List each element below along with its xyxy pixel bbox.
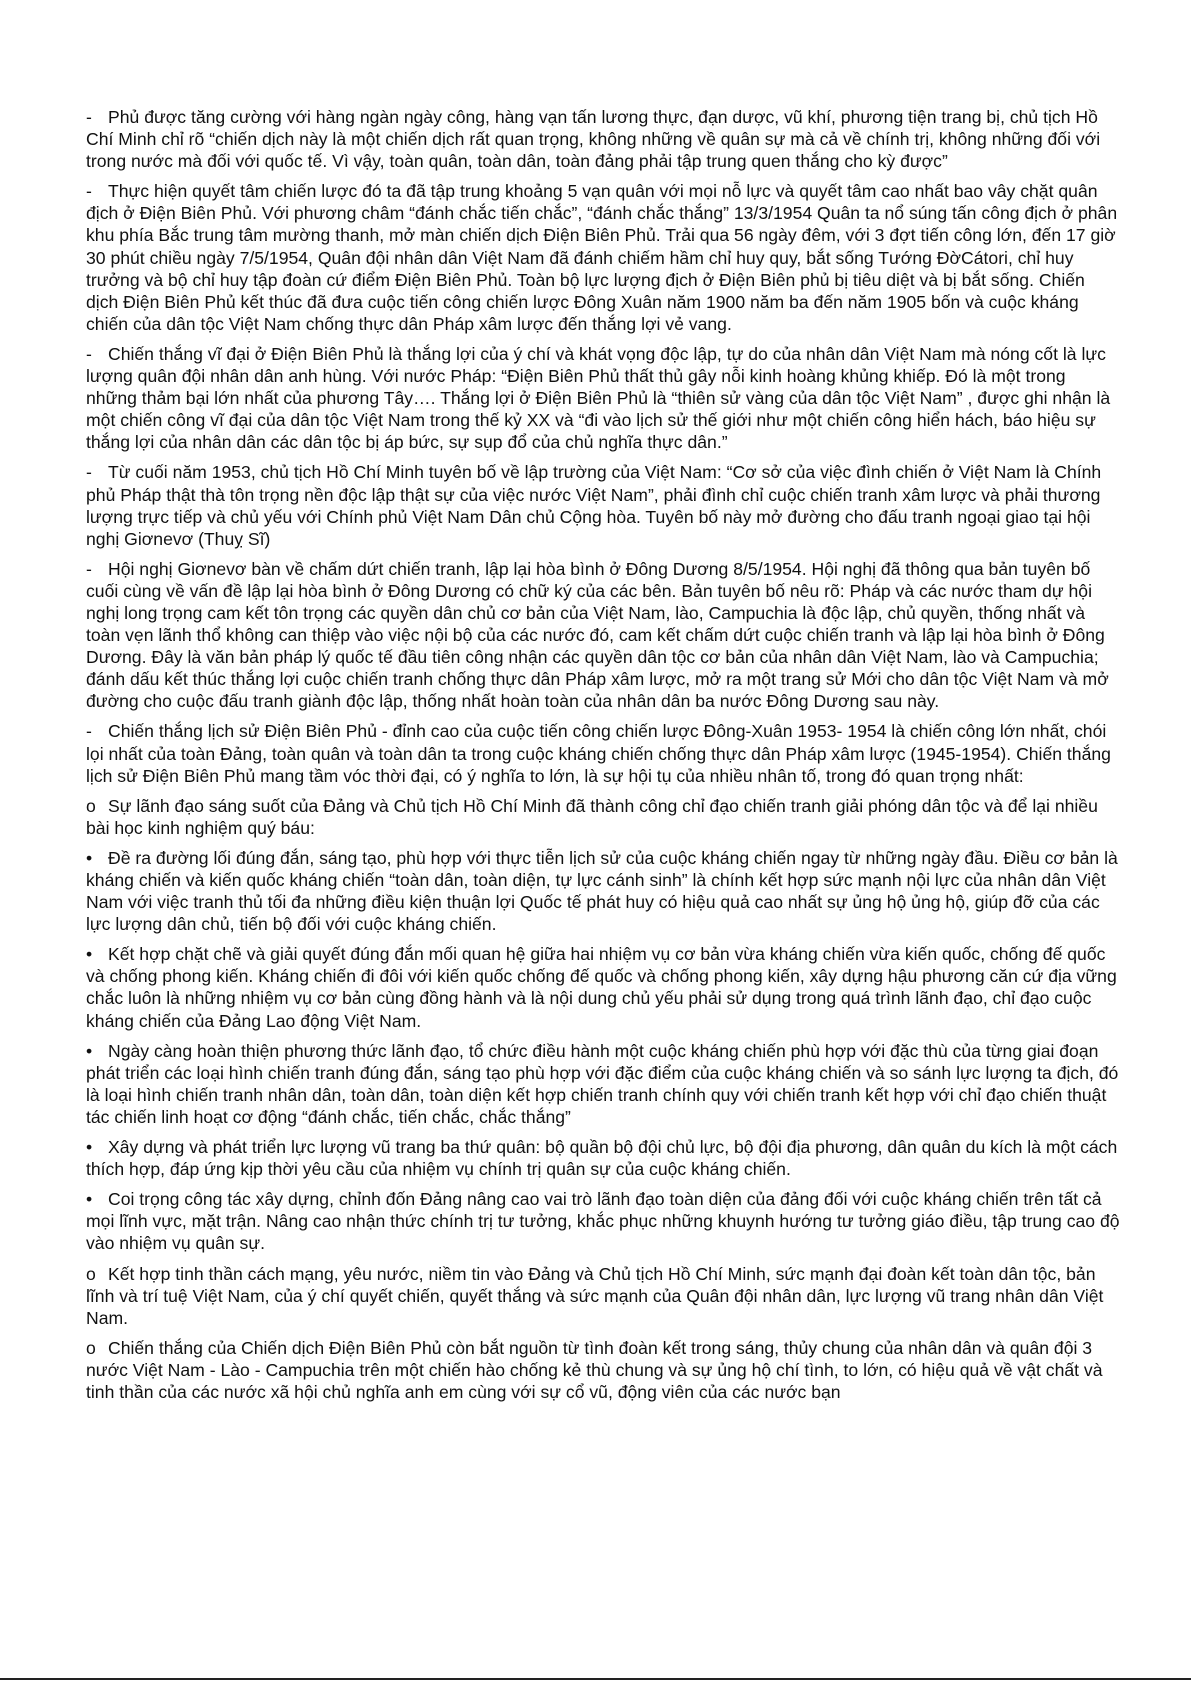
paragraph xyxy=(86,343,1120,453)
bullet-item xyxy=(86,1136,1120,1180)
paragraph-text: Hội nghị Giơnevơ bàn về chấm dứt chiến tranh, lập lại hòa bình ở Đông Dương 8/5/1954. Hội nghị đã thông qua bản tuyên bố cuối cùng về vấn đề lập lại hòa bình ở Đông Dương có chữ ký của các bên. Bản tuyên bố nêu rõ: Pháp và các nước tham dự hội nghị long trọng cam kết tôn trọng các quyền dân chủ cơ bản của Việt Nam, lào, Campuchia là độc lập, chủ quyền, thống nhất và toàn vẹn lãnh thổ không can thiệp vào việc nội bộ của các nước đó, cam kết chấm dứt cuộc chiến tranh và lập lại hòa bình ở Đông Dương. Đây là văn bản pháp lý quốc tế đầu tiên công nhận các quyền dân tộc cơ bản của nhân dân Việt Nam, lào và Campuchia; đánh dấu kết thúc thắng lợi cuộc chiến tranh chống thực dân Pháp xâm lược, mở ra một trang sử Mới cho dân tộc Việt Nam và mở đường cho cuộc đấu tranh giành độc lập, thống nhất hoàn toàn của nhân dân ba nước Đông Dương sau này. xyxy=(86,558,1109,712)
page-bottom-divider xyxy=(0,1678,1191,1680)
paragraph xyxy=(86,558,1120,713)
paragraph xyxy=(86,180,1120,335)
bullet-item xyxy=(86,943,1120,1031)
paragraph xyxy=(86,720,1120,786)
paragraph-text: Kết hợp tinh thần cách mạng, yêu nước, niềm tin vào Đảng và Chủ tịch Hồ Chí Minh, sức mạnh đại đoàn kết toàn dân tộc, bản lĩnh và trí tuệ Việt Nam, của ý chí quyết chiến, quyết thắng và sức mạnh của Quân đội nhân dân, lực lượng vũ trang nhân dân Việt Nam. xyxy=(86,1263,1104,1328)
bullet-item xyxy=(86,1188,1120,1254)
dash-marker: - xyxy=(86,462,92,483)
sub-paragraph xyxy=(86,1337,1120,1403)
paragraph-text: Xây dựng và phát triển lực lượng vũ trang ba thứ quân: bộ quần bộ đội chủ lực, bộ đội địa phương, dân quân du kích là một cách thích hợp, đáp ứng kịp thời yêu cầu của nhiệm vụ chính trị quân sự của cuộc kháng chiến. xyxy=(86,1137,1118,1180)
paragraph-text: Coi trọng công tác xây dựng, chỉnh đốn Đảng nâng cao vai trò lãnh đạo toàn diện của đảng đối với cuộc kháng chiến trên tất cả mọi lĩnh vực, mặt trận. Nâng cao nhận thức chính trị tư tưởng, khắc phục những khuynh hướng tư tưởng giáo điều, tập trung cao độ vào nhiệm vụ quân sự. xyxy=(86,1189,1120,1254)
paragraph xyxy=(86,106,1120,172)
paragraph-text: Kết hợp chặt chẽ và giải quyết đúng đắn mối quan hệ giữa hai nhiệm vụ cơ bản vừa kháng chiến vừa kiến quốc, chống đế quốc và chống phong kiến. Kháng chiến đi đôi với kiến quốc chống đế quốc và chống phong kiến, xây dựng hậu phương căn cứ địa vững chắc luôn là những nhiệm vụ cơ bản cùng đồng hành và là nội dung chủ yếu phải sử dụng trong quá trình lãnh đạo, chỉ đạo cuộc kháng chiến của Đảng Lao động Việt Nam. xyxy=(86,944,1117,1031)
dash-marker: - xyxy=(86,107,92,127)
dash-marker: - xyxy=(86,181,92,202)
circle-marker: o xyxy=(86,795,96,816)
sub-paragraph xyxy=(86,1263,1120,1329)
paragraph xyxy=(86,461,1120,549)
bullet-item xyxy=(86,1040,1120,1128)
circle-marker: o xyxy=(86,1263,96,1284)
paragraph-text: Từ cuối năm 1953, chủ tịch Hồ Chí Minh tuyên bố về lập trường của Việt Nam: “Cơ sở của việc đình chiến ở Việt Nam là Chính phủ Pháp thật thà tôn trọng nền độc lập thật sự của việc nước Việt Nam”, phải đình chỉ cuộc chiến tranh xâm lược và phải thương lượng trực tiếp và chủ yếu với Chính phủ Việt Nam Dân chủ Cộng hòa. Tuyên bố này mở đường cho đấu tranh ngoại giao tại hội nghị Giơnevơ (Thuỵ Sĩ) xyxy=(86,462,1102,549)
paragraph-text: Sự lãnh đạo sáng suốt của Đảng và Chủ tịch Hồ Chí Minh đã thành công chỉ đạo chiến tranh giải phóng dân tộc và để lại nhiều bài học kinh nghiệm quý báu: xyxy=(86,795,1098,838)
sub-paragraph xyxy=(86,795,1120,839)
bullet-item xyxy=(86,847,1120,935)
dash-marker: - xyxy=(86,721,92,742)
paragraph-text: Phủ được tăng cường với hàng ngàn ngày công, hàng vạn tấn lương thực, đạn dược, vũ khí, phương tiện trang bị, chủ tịch Hồ Chí Minh chỉ rõ “chiến dịch này là một chiến dịch rất quan trọng, không những về quân sự mà cả về chính trị, không những đối với trong nước mà đối với quốc tế. Vì vậy, toàn quân, toàn dân, toàn đảng phải tập trung quen thắng cho kỳ được” xyxy=(86,107,1101,172)
paragraph-text: Chiến thắng của Chiến dịch Điện Biên Phủ còn bắt nguồn từ tình đoàn kết trong sáng, thủy chung của nhân dân và quân đội 3 nước Việt Nam - Lào - Campuchia trên một chiến hào chống kẻ thù chung và sự ủng hộ chí tình, to lớn, có hiệu quả về vật chất và tinh thần của các nước xã hội chủ nghĩa anh em cùng với sự cổ vũ, động viên của các nước bạn xyxy=(86,1337,1103,1402)
paragraph-text: Ngày càng hoàn thiện phương thức lãnh đạo, tổ chức điều hành một cuộc kháng chiến phù hợp với đặc thù của từng giai đoạn phát triển các loại hình chiến tranh đúng đắn, sáng tạo phù hợp với đặc điểm của cuộc kháng chiến và so sánh lực lượng ta địch, đó là loại hình chiến tranh nhân dân, toàn dân, toàn diện kết hợp chiến tranh chính quy với chiến tranh kết hợp với chỉ đạo chiến thuật tác chiến linh hoạt cơ động “đánh chắc, tiến chắc, chắc thắng” xyxy=(86,1040,1119,1127)
paragraph-text: Chiến thắng lịch sử Điện Biên Phủ - đỉnh cao của cuộc tiến công chiến lược Đông-Xuân 1953- 1954 là chiến công lớn nhất, chói lọi nhất của toàn Đảng, toàn quân và toàn dân ta trong cuộc kháng chiến chống thực dân Pháp xâm lược (1945-1954). Chiến thắng lịch sử Điện Biên Phủ mang tầm vóc thời đại, có ý nghĩa to lớn, là sự hội tụ của nhiều nhân tố, trong đó quan trọng nhất: xyxy=(86,721,1111,786)
paragraph-text: Chiến thắng vĩ đại ở Điện Biên Phủ là thắng lợi của ý chí và khát vọng độc lập, tự do của nhân dân Việt Nam mà nóng cốt là lực lượng quân đội nhân dân anh hùng. Với nước Pháp: “Điện Biên Phủ thất thủ gây nỗi kinh hoàng khủng khiếp. Đó là một trong những thảm bại lớn nhất của phương Tây…. Thắng lợi ở Điện Biên Phủ là “thiên sử vàng của dân tộc Việt Nam” , được ghi nhận là một chiến công vĩ đại của dân tộc Việt Nam trong thế kỷ XX và “đi vào lịch sử thế giới như một chiến công hiển hách, báo hiệu sự thắng lợi của nhân dân các dân tộc bị áp bức, sự sụp đổ của chủ nghĩa thực dân.” xyxy=(86,343,1111,453)
bullet-marker: • xyxy=(86,847,93,868)
document-body xyxy=(86,106,1120,1411)
dash-marker: - xyxy=(86,343,92,364)
paragraph-text: Thực hiện quyết tâm chiến lược đó ta đã tập trung khoảng 5 vạn quân với mọi nỗ lực và quyết tâm cao nhất bao vây chặt quân địch ở Điện Biên Phủ. Với phương châm “đánh chắc tiến chắc”, “đánh chắc thắng” 13/3/1954 Quân ta nổ súng tấn công địch ở phân khu phía Bắc trung tâm mường thanh, mở màn chiến dịch Điện Biên Phủ. Trải qua 56 ngày đêm, với 3 đợt tiến công lớn, đến 17 giờ 30 phút chiều ngày 7/5/1954, Quân đội nhân dân Việt Nam đã đánh chiếm hầm chỉ huy quy, bắt sống Tướng ĐờCátori, chỉ huy trưởng và bộ chỉ huy tập đoàn cứ điểm Điện Biên Phủ. Toàn bộ lực lượng địch ở Điện Biên phủ bị tiêu diệt và bị bắt sống. Chiến dịch Điện Biên Phủ kết thúc đã đưa cuộc tiến công chiến lược Đông Xuân năm 1900 năm ba đến năm 1905 bốn và cuộc kháng chiến của dân tộc Việt Nam chống thực dân Pháp xâm lược đến thắng lợi vẻ vang. xyxy=(86,181,1118,334)
bullet-marker: • xyxy=(86,1040,93,1061)
bullet-marker: • xyxy=(86,1189,93,1210)
paragraph-text: Đề ra đường lối đúng đắn, sáng tạo, phù hợp với thực tiễn lịch sử của cuộc kháng chiến ngay từ những ngày đầu. Điều cơ bản là kháng chiến và kiến quốc kháng chiến “toàn dân, toàn diện, tự lực cánh sinh” là chính kết hợp sức mạnh nội lực của nhân dân Việt Nam với việc tranh thủ tối đa những điều kiện thuận lợi Quốc tế phát huy có hiệu quả cao nhất sự ủng hộ ủng hộ, giúp đỡ của các lực lượng dân chủ, tiến bộ đối với cuộc kháng chiến. xyxy=(86,847,1118,935)
circle-marker: o xyxy=(86,1337,96,1358)
dash-marker: - xyxy=(86,558,92,579)
bullet-marker: • xyxy=(86,944,93,965)
bullet-marker: • xyxy=(86,1137,93,1158)
